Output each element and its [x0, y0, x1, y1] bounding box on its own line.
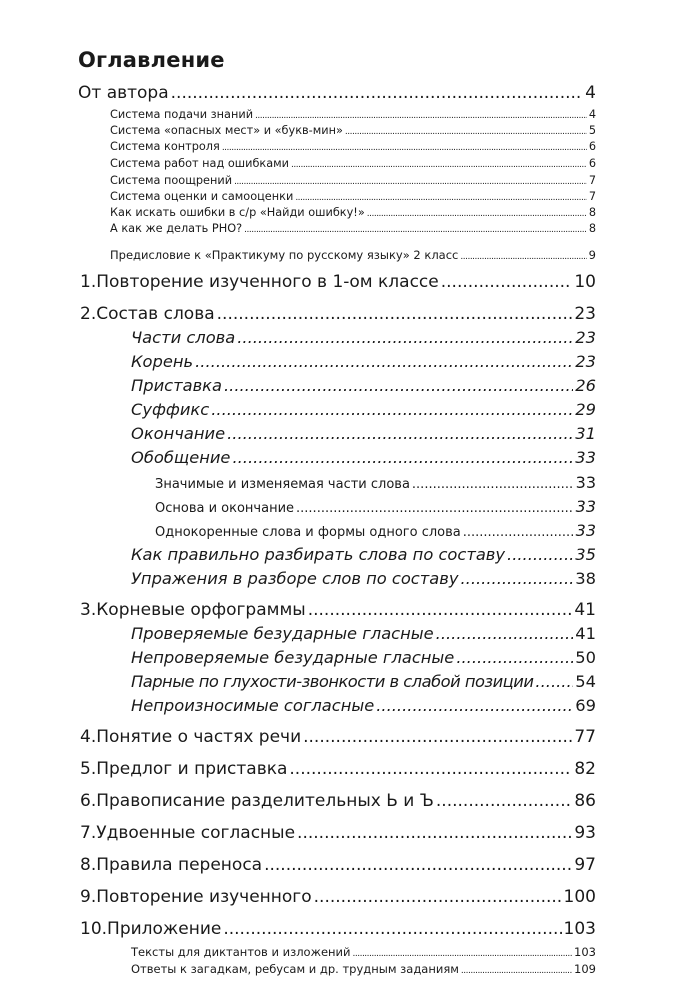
- dot-leader: [291, 160, 587, 170]
- toc-entry-label: Система «опасных мест» и «букв-мин»: [110, 124, 343, 137]
- toc-subentry[interactable]: [131, 400, 596, 419]
- dot-leader: [297, 823, 572, 843]
- dot-leader: [376, 696, 573, 715]
- dot-leader: [460, 569, 573, 588]
- toc-entry-label: Повторение изученного в 1-ом классе: [96, 272, 439, 292]
- toc-entry-page: 23: [575, 352, 596, 371]
- toc-chapter-3[interactable]: [80, 600, 596, 620]
- toc-subentry[interactable]: [110, 108, 596, 121]
- toc-entry-label: Предлог и приставка: [96, 759, 288, 779]
- dot-leader: [195, 352, 573, 371]
- toc-entry-page: 103: [574, 945, 596, 959]
- toc-entry-page: 33: [575, 448, 596, 467]
- toc-entry-label: От автора: [78, 83, 169, 103]
- toc-entry-label: Парные по глухости-звонкости в слабой позиции: [131, 672, 534, 691]
- dot-leader: [223, 919, 561, 939]
- dot-leader: [217, 304, 573, 324]
- dot-leader: [295, 193, 587, 203]
- toc-entry-page: 8: [588, 222, 596, 235]
- toc-entry-page: 31: [575, 424, 596, 443]
- toc-subentry[interactable]: [110, 206, 596, 219]
- dot-leader: [211, 400, 573, 419]
- toc-subentry[interactable]: [110, 222, 596, 235]
- toc-subentry[interactable]: [131, 352, 596, 371]
- toc-subentry[interactable]: [131, 448, 596, 467]
- toc-subentry[interactable]: [131, 962, 596, 976]
- chapter-number: 10.: [80, 919, 108, 939]
- toc-subentry[interactable]: [131, 328, 596, 347]
- toc-entry-label: Приложение: [107, 919, 222, 939]
- toc-subentry[interactable]: [131, 696, 596, 715]
- chapter-number: 6.: [80, 791, 97, 811]
- toc-entry-page: 41: [575, 624, 596, 643]
- toc-subentry[interactable]: [131, 569, 596, 588]
- page-title: Оглавление: [78, 48, 225, 72]
- toc-subentry[interactable]: [110, 124, 596, 137]
- dot-leader: [463, 525, 574, 540]
- dot-leader: [436, 791, 572, 811]
- toc-entry-page: 8: [588, 206, 596, 219]
- dot-leader: [227, 424, 573, 443]
- toc-chapter-7[interactable]: [80, 823, 596, 843]
- toc-entry-label: Как правильно разбирать слова по составу: [131, 545, 506, 564]
- dot-leader: [507, 545, 573, 564]
- dot-leader: [171, 83, 584, 103]
- toc-chapter-2[interactable]: [80, 304, 596, 324]
- toc-entry-label: Обобщение: [131, 448, 231, 467]
- dot-leader: [314, 887, 562, 907]
- toc-entry-page: 4: [588, 108, 596, 121]
- toc-entry-page: 33: [575, 473, 596, 492]
- toc-entry-page: 23: [574, 304, 596, 324]
- dot-leader: [232, 448, 573, 467]
- toc-entry-label: Корень: [131, 352, 194, 371]
- toc-chapter-5[interactable]: [80, 759, 596, 779]
- toc-subentry[interactable]: [110, 157, 596, 170]
- toc-subsubentry[interactable]: [155, 473, 596, 492]
- toc-entry-label: Повторение изученного: [96, 887, 312, 907]
- toc-chapter-6[interactable]: [80, 791, 596, 811]
- toc-subentry[interactable]: [131, 624, 596, 643]
- toc-entry-page: 93: [574, 823, 596, 843]
- toc-chapter-4[interactable]: [80, 727, 596, 747]
- dot-leader: [303, 727, 572, 747]
- toc-entry-page: 6: [588, 157, 596, 170]
- toc-entry-label: Однокоренные слова и формы одного слова: [155, 525, 461, 540]
- toc-entry-label: Правила переноса: [96, 855, 263, 875]
- toc-entry-label: Упражения в разборе слов по составу: [131, 569, 459, 588]
- toc-entry-page: 7: [588, 174, 596, 187]
- toc-entry-label: Понятие о частях речи: [96, 727, 302, 747]
- toc-entry-label: Система работ над ошибками: [110, 157, 290, 170]
- toc-subsubentry[interactable]: [155, 521, 596, 540]
- dot-leader: [308, 600, 573, 620]
- toc-entry-page: 109: [574, 962, 596, 976]
- toc-entry-page: 6: [588, 140, 596, 153]
- toc-entry-page: 29: [575, 400, 596, 419]
- toc-entry-page: 33: [575, 521, 596, 540]
- dot-leader: [456, 648, 573, 667]
- toc-entry-label: Части слова: [131, 328, 236, 347]
- toc-entry-page: 33: [575, 497, 596, 516]
- dot-leader: [353, 949, 573, 959]
- toc-entry-page: 50: [575, 648, 596, 667]
- dot-leader: [412, 477, 574, 492]
- dot-leader: [367, 209, 587, 219]
- toc-entry-label: Правописание разделительных Ь и Ъ: [96, 791, 434, 811]
- toc-entry-page: 4: [585, 83, 596, 103]
- toc-entry-author[interactable]: [78, 83, 596, 103]
- toc-entry-label: Проверяемые безударные гласные: [131, 624, 434, 643]
- toc-subentry[interactable]: [131, 424, 596, 443]
- toc-entry-label: Система поощрений: [110, 174, 233, 187]
- toc-entry-page: 9: [588, 248, 596, 262]
- toc-subentry[interactable]: [131, 376, 596, 395]
- chapter-number: 2.: [80, 304, 97, 324]
- dot-leader: [234, 177, 587, 187]
- chapter-number: 9.: [80, 887, 97, 907]
- toc-chapter-8[interactable]: [80, 855, 596, 875]
- toc-entry-label: Система оценки и самооценки: [110, 190, 294, 203]
- toc-entry-page: 7: [588, 190, 596, 203]
- dot-leader: [296, 501, 574, 516]
- toc-entry-page: 86: [574, 791, 596, 811]
- chapter-number: 5.: [80, 759, 97, 779]
- dot-leader: [535, 672, 573, 691]
- toc-subentry[interactable]: [131, 945, 596, 959]
- toc-entry-label: Основа и окончание: [155, 501, 295, 516]
- dot-leader: [460, 252, 586, 262]
- dot-leader: [222, 143, 587, 153]
- toc-entry-label: А как же делать РНО?: [110, 222, 243, 235]
- dot-leader: [289, 759, 572, 779]
- toc-chapter-9[interactable]: [80, 887, 596, 907]
- chapter-number: 7.: [80, 823, 97, 843]
- dot-leader: [441, 272, 573, 292]
- toc-entry-label: Непроверяемые безударные гласные: [131, 648, 455, 667]
- toc-chapter-10[interactable]: [80, 919, 596, 939]
- dot-leader: [436, 624, 574, 643]
- toc-subentry[interactable]: [110, 190, 596, 203]
- toc-entry-page: 41: [574, 600, 596, 620]
- toc-entry-label: Непроизносимые согласные: [131, 696, 375, 715]
- toc-entry-page: 5: [588, 124, 596, 137]
- toc-entry-page: 69: [575, 696, 596, 715]
- toc-entry-page: 77: [574, 727, 596, 747]
- toc-subentry[interactable]: [110, 174, 596, 187]
- toc-subentry[interactable]: [131, 648, 596, 667]
- dot-leader: [255, 111, 587, 121]
- dot-leader: [244, 225, 587, 235]
- toc-subentry[interactable]: [131, 672, 596, 691]
- dot-leader: [345, 127, 587, 137]
- toc-entry-label: Значимые и изменяемая части слова: [155, 477, 410, 492]
- toc-entry-label: Система подачи знаний: [110, 108, 254, 121]
- toc-entry-label: Предисловие к «Практикуму по русскому языку» 2 класс: [110, 248, 459, 262]
- toc-entry-page: 35: [575, 545, 596, 564]
- toc-entry-preface[interactable]: [110, 248, 596, 262]
- chapter-number: 8.: [80, 855, 97, 875]
- toc-entry-page: 10: [574, 272, 596, 292]
- toc-entry-page: 54: [575, 672, 596, 691]
- dot-leader: [461, 966, 572, 976]
- toc-chapter-1[interactable]: [80, 272, 596, 292]
- dot-leader: [264, 855, 572, 875]
- chapter-number: 1.: [80, 272, 97, 292]
- toc-entry-label: Как искать ошибки в с/р «Найди ошибку!»: [110, 206, 365, 219]
- toc-entry-label: Приставка: [131, 376, 222, 395]
- toc-entry-label: Суффикс: [131, 400, 210, 419]
- toc-entry-label: Удвоенные согласные: [96, 823, 296, 843]
- dot-leader: [224, 376, 573, 395]
- dot-leader: [237, 328, 573, 347]
- toc-entry-page: 100: [563, 887, 596, 907]
- toc-entry-page: 23: [575, 328, 596, 347]
- toc-entry-page: 26: [575, 376, 596, 395]
- toc-subentry[interactable]: [131, 545, 596, 564]
- toc-subentry[interactable]: [110, 140, 596, 153]
- toc-entry-page: 103: [563, 919, 596, 939]
- toc-entry-label: Окончание: [131, 424, 226, 443]
- chapter-number: 4.: [80, 727, 97, 747]
- chapter-number: 3.: [80, 600, 97, 620]
- toc-entry-page: 82: [574, 759, 596, 779]
- toc-subsubentry[interactable]: [155, 497, 596, 516]
- toc-entry-label: Система контроля: [110, 140, 220, 153]
- toc-entry-label: Состав слова: [96, 304, 215, 324]
- toc-entry-page: 38: [575, 569, 596, 588]
- toc-entry-label: Тексты для диктантов и изложений: [131, 945, 351, 959]
- toc-entry-label: Ответы к загадкам, ребусам и др. трудным заданиям: [131, 962, 459, 976]
- toc-entry-page: 97: [574, 855, 596, 875]
- toc-entry-label: Корневые орфограммы: [96, 600, 306, 620]
